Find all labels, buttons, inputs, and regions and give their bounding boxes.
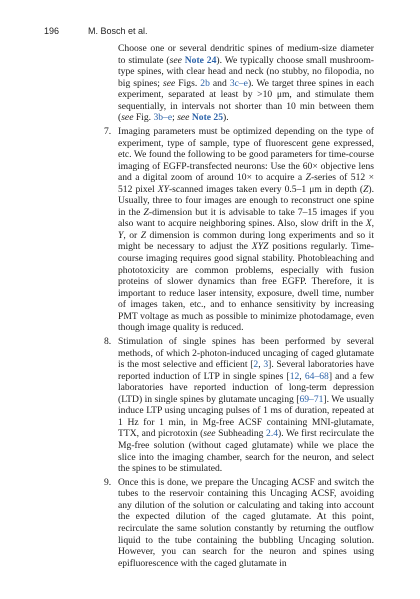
list-item-text: Imaging parameters must be optimized depending on the type of experiment, type of sample, type of fluorescent gene expressed, etc. We found the following to be good parameters for time-course imaging of EGFP-transfected neurons: Use the 60× objective lens and a digital zoom of around 10× to acquire a Z-series of 512 × 512 pixel XY-scanned images taken every 0.5–1 μm in depth (Z). Usually, three to four images are enough to reconstruct one spine in the Z-dimension but it is advisable to take 7–15 images if you also want to acquire neighboring spines. Also, slow drift in the X, Y, or Z dimension is common during long experiments and so it might be necessary to adjust the XYZ positions regularly. Time-course imaging requires good signal stability. Photobleaching and phototoxicity are common problems, especially with fusion proteins of slower dynamics than free EGFP. Therefore, it is important to reduce laser intensity, exposure, dwell time, number of images taken, etc., and to enhance sensitivity by increasing PMT voltage as much as possible to minimize photodamage, even though image quality is reduced. <box>118 126 374 334</box>
page-number: 196 <box>44 26 60 36</box>
list-item-text: Once this is done, we prepare the Uncaging ACSF and switch the tubes to the reservoir containing this Uncaging ACSF, avoiding any dilution of the solution or calculating and taking into account the expected dilution of the caged glutamate. At this point, recirculate the same solution constantly by returning the outflow liquid to the tube containing the bubbling Uncaging solution. However, you can search for the neuron and spines using epifluorescence with the caged glutamate in <box>118 476 374 569</box>
ref-2-link[interactable]: 2 <box>253 359 259 371</box>
ref-64-68-link[interactable]: 64–68 <box>304 370 329 382</box>
ref-69-71-link[interactable]: 69–71 <box>299 393 324 405</box>
page-body <box>104 43 375 569</box>
ref-12-link[interactable]: 12 <box>289 370 300 382</box>
note-24-link[interactable]: Note 24 <box>184 54 217 66</box>
fig-3b-e-link[interactable]: 3b–e <box>153 112 173 124</box>
list-item-7 <box>104 126 374 334</box>
fig-3c-e-link[interactable]: 3c–e <box>229 77 248 89</box>
list-item-number: 9. <box>104 476 112 488</box>
note-25-link[interactable]: Note 25 <box>191 112 224 124</box>
list-item-text: Stimulation of single spines has been performed by several methods, of which 2-photon-induced uncaging of caged glutamate is the most selective and efficient [2, 3]. Several laboratories have reported induction of LTP in single spines [12, 64–68] and a few laboratories have reported induction of long-term depression (LTD) in single spines by glutamate uncaging [69–71]. We usually induce LTP using uncaging pulses of 1 ms of duration, repeated at 1 Hz for 1 min, in Mg-free ACSF containing MNI-glutamate, TTX, and picrotoxin (see Subheading 2.4). We first recirculate the Mg-free solution (without caged glutamate) while we place the slice into the imaging chamber, search for the neuron, and select the spines to be stimulated. <box>118 336 375 475</box>
intro-paragraph: Choose one or several dendritic spines of medium-size diameter to stimulate (see Note 24). We typically choose small mushroom-type spines, with clear head and neck (no stubby, no filopodia, no big spines; see Figs. 2b and 3c–e). We target three spines in each experiment, separated at least by >10 μm, and stimulate them sequentially, in intervals not shorter than 10 min between them (see Fig. 3b–e; see Note 25). <box>118 43 374 124</box>
running-header <box>44 26 148 36</box>
fig-2b-link[interactable]: 2b <box>200 77 210 89</box>
subheading-2-4-link[interactable]: 2.4 <box>266 428 279 440</box>
list-item-number: 8. <box>104 336 112 348</box>
ref-3-link[interactable]: 3 <box>263 359 269 371</box>
list-item-9 <box>104 476 374 569</box>
running-authors: M. Bosch et al. <box>88 26 148 36</box>
list-item-number: 7. <box>104 126 112 138</box>
list-item-8 <box>104 336 375 475</box>
